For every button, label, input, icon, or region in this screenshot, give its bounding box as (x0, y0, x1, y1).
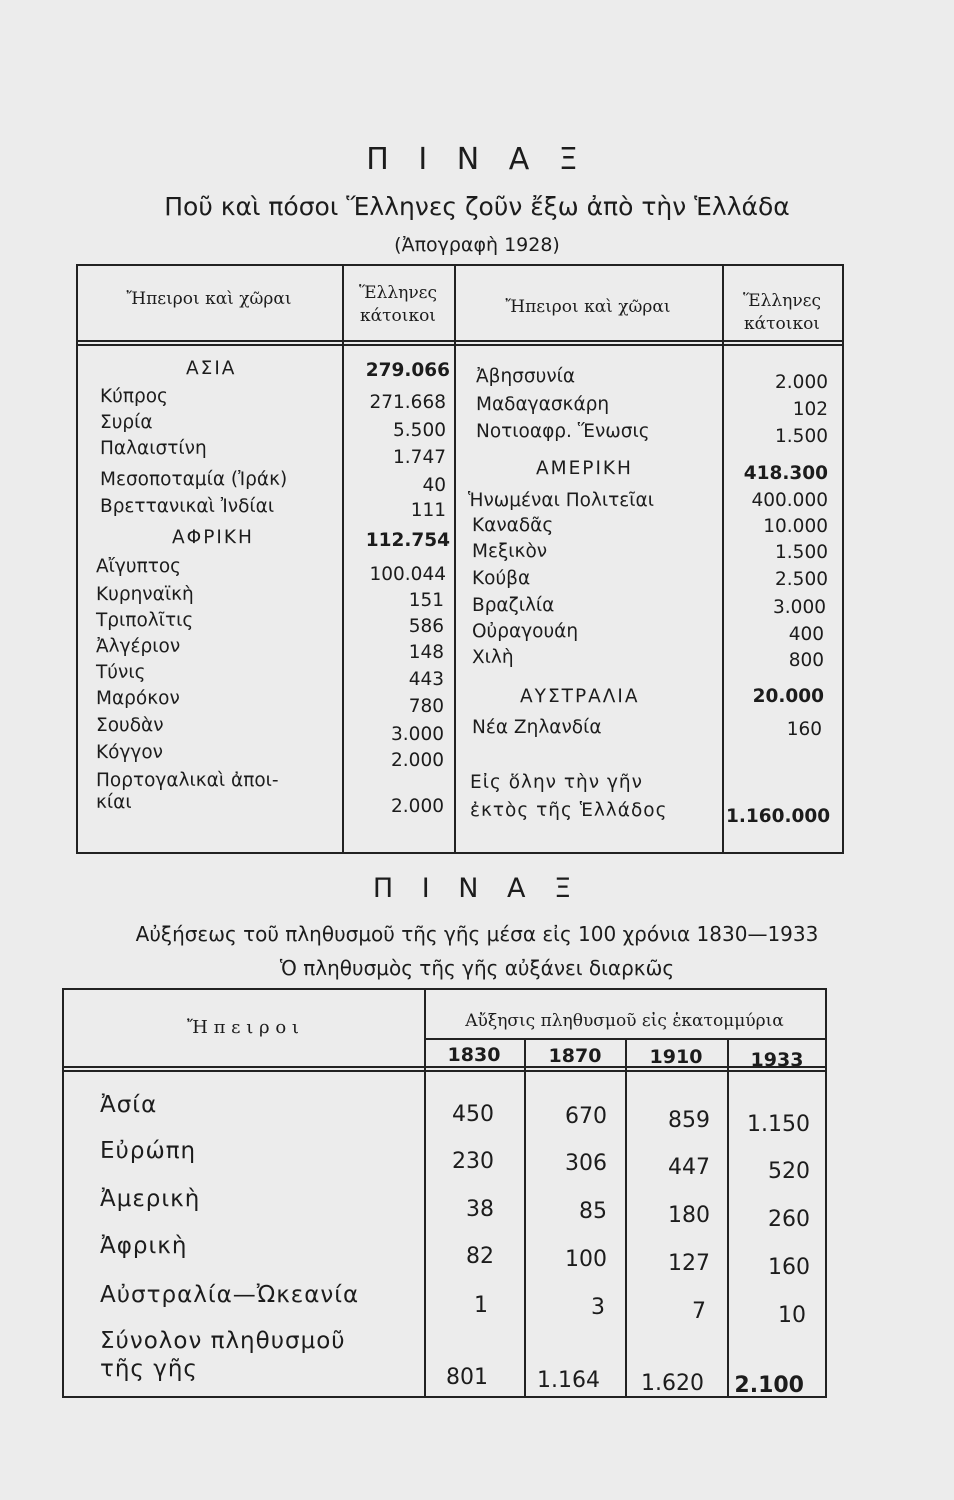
table-cell: 450 (452, 1102, 494, 1127)
table-cell: 10 (778, 1303, 806, 1328)
header-line: Ἕλληνες (743, 291, 821, 311)
table-cell: 3 (591, 1295, 605, 1320)
table1-header-rule-2 (76, 344, 844, 346)
table-cell: 100 (565, 1247, 607, 1272)
list-item-value: 1.747 (393, 447, 446, 468)
table1-divider-1 (342, 264, 344, 854)
list-item-value: 1.500 (775, 542, 828, 563)
section-america: ΑΜΕΡΙΚΗ (536, 458, 633, 479)
header-line: Ἕλληνες (359, 283, 437, 303)
section-america-total: 418.300 (743, 463, 828, 484)
list-item: Κυρηναϊκὴ (96, 584, 194, 605)
table2-header-continents: Ἤ π ε ι ρ ο ι (187, 1017, 299, 1038)
list-item-value: 102 (792, 399, 828, 420)
list-item: Ἀλγέριον (96, 636, 181, 657)
table2-header-growth: Αὔξησις πληθυσμοῦ εἰς ἑκατομμύρια (465, 1011, 784, 1031)
list-item: Χιλὴ (472, 647, 514, 668)
table-cell: 670 (565, 1104, 607, 1129)
list-item-value: 111 (410, 500, 446, 521)
table2-divider-2 (524, 1040, 526, 1396)
table2-divider-4 (727, 1040, 729, 1396)
list-item-value: 3.000 (773, 597, 826, 618)
list-item: Καναδᾶς (472, 515, 554, 536)
table-row-label: Αὐστραλία—Ὠκεανία (100, 1282, 360, 1308)
table-cell: 180 (668, 1203, 710, 1228)
list-item: Συρία (100, 412, 153, 433)
list-item-value: 800 (788, 650, 824, 671)
table-cell: 230 (452, 1149, 494, 1174)
section-africa-total: 112.754 (365, 530, 450, 551)
list-item-value: 2.500 (775, 569, 828, 590)
list-item-value: 2.000 (391, 796, 444, 817)
list-item: Αἴγυπτος (96, 556, 182, 577)
list-item-value: 1.500 (775, 426, 828, 447)
table1-divider-2 (454, 264, 456, 854)
list-item: Σουδὰν (96, 715, 164, 736)
table1-right-border (842, 264, 844, 854)
table-total-cell: 1.620 (641, 1371, 704, 1396)
table1-bottom-border (76, 852, 844, 854)
table-cell: 306 (565, 1151, 607, 1176)
year-header: 1830 (447, 1044, 501, 1066)
table2-header-rule-2 (62, 1070, 827, 1072)
list-item: Κύπρος (100, 386, 168, 407)
table2-subtitle-2: Ὁ πληθυσμὸς τῆς γῆς αὐξάνει διαρκῶς (279, 956, 675, 980)
table-row-label: Ἀφρικὴ (100, 1233, 188, 1259)
list-item: Νέα Ζηλανδία (472, 717, 602, 738)
header-line: κάτοικοι (744, 314, 820, 334)
grand-total-value: 1.160.000 (726, 806, 831, 827)
list-item: Ἡνωμέναι Πολιτεῖαι (468, 490, 655, 511)
list-item-value: 443 (408, 669, 444, 690)
list-item-value: 780 (408, 696, 444, 717)
list-item: Βραζιλία (472, 595, 555, 616)
table-cell: 260 (768, 1207, 810, 1232)
list-item: Μαδαγασκάρη (476, 394, 610, 415)
list-item: Μεξικὸν (472, 541, 548, 562)
list-item: Νοτιοαφρ. Ἕνωσις (476, 421, 650, 442)
list-item-value: 5.500 (393, 420, 446, 441)
table1-top-border (76, 264, 844, 266)
year-header: 1933 (750, 1049, 804, 1071)
grand-total-label: Εἰς ὅλην τὴν γῆν (470, 772, 643, 793)
table2-top-border (62, 988, 827, 990)
list-item-value: 271.668 (369, 392, 446, 413)
list-item-value: 151 (408, 590, 444, 611)
section-africa: ΑΦΡΙΚΗ (172, 527, 254, 548)
list-item: Ἀβησσυνία (476, 366, 576, 387)
table-row-label: Ἀσία (100, 1092, 158, 1118)
table1-header-regions-left: Ἤπειροι καὶ χῶραι (126, 289, 292, 309)
list-item: Μεσοποταμία (Ἰράκ) (100, 469, 288, 490)
list-item: Βρεττανικαὶ Ἰνδίαι (100, 496, 275, 517)
table-total-cell: 2.100 (734, 1373, 804, 1398)
list-item-value: 3.000 (391, 724, 444, 745)
list-item-value: 100.044 (369, 564, 446, 585)
list-item: Οὐραγουάη (472, 621, 579, 642)
list-item: Πορτογαλικαὶ ἀποι- (96, 770, 279, 791)
list-item-value: 2.000 (391, 750, 444, 771)
table2-left-border (62, 988, 64, 1398)
section-asia: ΑΣΙΑ (186, 358, 237, 379)
list-item-value: 2.000 (775, 372, 828, 393)
table1 (76, 264, 844, 854)
table2-subtitle: Αὐξήσεως τοῦ πληθυσμοῦ τῆς γῆς μέσα εἰς 100 χρόνια 1830—1933 (135, 922, 819, 946)
table2-bottom-border (62, 1396, 827, 1398)
section-australia: ΑΥΣΤΡΑΛΙΑ (520, 686, 640, 707)
section-asia-total: 279.066 (365, 360, 450, 381)
table-row-label: Εὐρώπη (100, 1138, 197, 1164)
table1-header-greeks-left (342, 282, 454, 328)
table-cell: 1.150 (747, 1112, 810, 1137)
table-cell: 447 (668, 1155, 710, 1180)
table-cell: 7 (692, 1299, 706, 1324)
table-row-label: Ἀμερικὴ (100, 1186, 201, 1212)
list-item-value: 586 (408, 616, 444, 637)
table1-left-border (76, 264, 78, 854)
table-total-label-line2: τῆς γῆς (100, 1356, 198, 1382)
list-item: Τύνις (96, 662, 146, 683)
table-cell: 859 (668, 1108, 710, 1133)
table-cell: 160 (768, 1255, 810, 1280)
list-item-value: 400 (788, 624, 824, 645)
table-cell: 85 (579, 1199, 607, 1224)
list-item-value: 160 (786, 719, 822, 740)
table1-subtitle: Ποῦ καὶ πόσοι Ἕλληνες ζοῦν ἔξω ἀπὸ τὴν Ἑλλάδα (164, 192, 790, 221)
table-cell: 38 (466, 1197, 494, 1222)
header-line: κάτοικοι (360, 306, 436, 326)
table2 (62, 988, 827, 1398)
table-cell: 1 (474, 1293, 488, 1318)
table1-divider-3 (722, 264, 724, 854)
year-header: 1870 (548, 1045, 602, 1067)
list-item: Κούβα (472, 568, 531, 589)
table1-census-note: (Ἀπογραφὴ 1928) (394, 234, 560, 256)
list-item-value: 40 (422, 475, 446, 496)
table2-divider-3 (625, 1040, 627, 1396)
table-total-cell: 1.164 (537, 1368, 600, 1393)
table-total-cell: 801 (446, 1365, 488, 1390)
grand-total-label-line2: ἐκτὸς τῆς Ἑλλάδος (470, 800, 668, 821)
table1-header-regions-right: Ἤπειροι καὶ χῶραι (505, 297, 671, 317)
list-item-value: 148 (408, 642, 444, 663)
list-item: Τριπολῖτις (96, 610, 194, 631)
table1-header-rule (76, 340, 844, 342)
table-cell: 127 (668, 1251, 710, 1276)
table-cell: 82 (466, 1244, 494, 1269)
list-item-continued: κίαι (96, 792, 132, 813)
list-item-value: 10.000 (763, 516, 828, 537)
table2-title: Π Ι Ν Α Ξ (372, 873, 582, 904)
table1-title: Π Ι Ν Α Ξ (366, 142, 588, 177)
list-item: Κόγγον (96, 742, 163, 763)
table1-header-greeks-right (722, 290, 842, 336)
table-total-label: Σύνολον πληθυσμοῦ (100, 1328, 346, 1354)
table-cell: 520 (768, 1159, 810, 1184)
list-item: Μαρόκον (96, 688, 180, 709)
year-header: 1910 (649, 1046, 703, 1068)
list-item-value: 400.000 (751, 490, 828, 511)
list-item: Παλαιστίνη (100, 438, 207, 459)
section-australia-total: 20.000 (752, 686, 824, 707)
